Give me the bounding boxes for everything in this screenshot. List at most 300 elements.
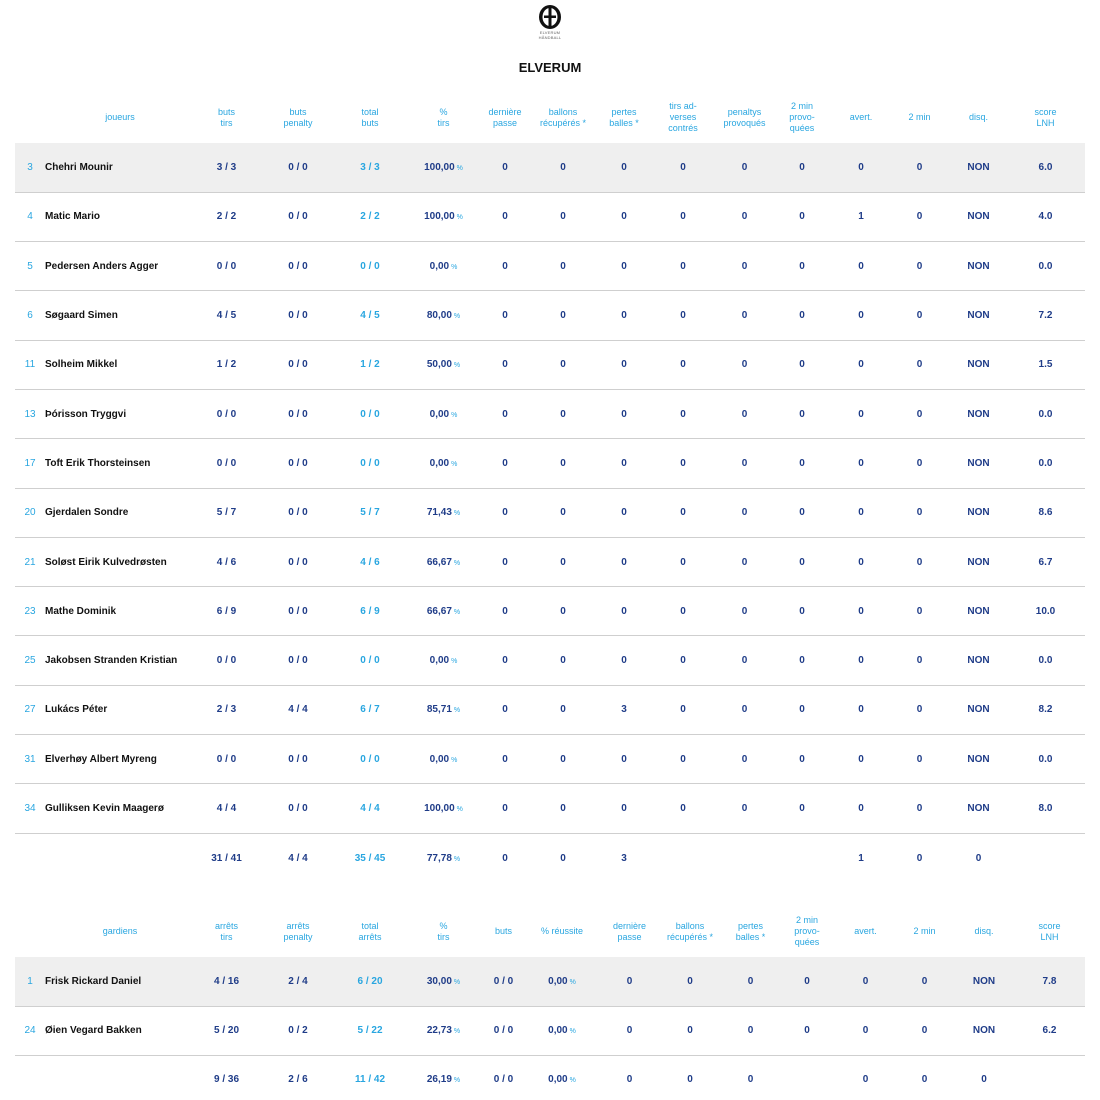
cell-min2: 0 <box>888 389 951 438</box>
cell-min2: 0 <box>888 291 951 340</box>
cell-disq: 0 <box>975 852 982 864</box>
cell-name: Søgaard Simen <box>45 291 195 340</box>
cell-pertes: 0 <box>601 192 647 241</box>
cell-min2: 0 <box>888 192 951 241</box>
cell-buts-tirs: 1 / 2 <box>195 340 258 389</box>
cell-pertes: 0 <box>601 143 647 192</box>
cell-ballons: 0 <box>525 488 601 537</box>
cell-num: 34 <box>15 784 45 833</box>
cell-ballons: 0 <box>525 784 601 833</box>
goalkeepers-header-6: % réussite <box>540 926 584 936</box>
cell-pct <box>402 1006 485 1055</box>
cell-derniere-passe: 0 <box>602 957 657 1006</box>
cell-derniere-passe: 0 <box>485 587 525 636</box>
cell-total-arrets: 5 / 22 <box>338 1006 402 1055</box>
cell-buts-penalty: 0 / 0 <box>258 340 338 389</box>
cell-penaltys: 0 <box>719 340 770 389</box>
cell-disq: NON <box>951 488 1006 537</box>
cell-pertes: 0 <box>601 389 647 438</box>
cell-derniere-passe: 0 <box>485 735 525 784</box>
cell-num <box>15 833 45 882</box>
logo-text-line2: HÅNDBALL <box>538 35 562 40</box>
percent-sign: % <box>453 1077 461 1085</box>
percent-value: 0,00 <box>429 655 450 667</box>
players-row <box>15 439 1085 488</box>
cell-arrets-tirs: 9 / 36 <box>213 1074 240 1086</box>
percent-value: 100,00 <box>424 803 455 814</box>
cell-min2-prov: 0 <box>770 735 834 784</box>
cell-disq: NON <box>951 439 1006 488</box>
cell-penaltys: 0 <box>719 143 770 192</box>
cell-penaltys: 0 <box>719 242 770 291</box>
cell-avert: 0 <box>862 1074 869 1086</box>
players-row <box>15 340 1085 389</box>
cell-num: 20 <box>15 488 45 537</box>
cell-tirs-contres: 0 <box>647 784 719 833</box>
cell-buts-tirs: 3 / 3 <box>195 143 258 192</box>
goalkeepers-header-10: 2 min provo- quées <box>794 915 820 947</box>
players-header-14: score LNH <box>1034 106 1057 128</box>
percent-value: 85,71 <box>426 704 452 716</box>
cell-buts-penalty: 0 / 0 <box>258 143 338 192</box>
cell-pct <box>402 340 485 389</box>
players-row <box>15 685 1085 734</box>
cell-penaltys: 0 <box>719 291 770 340</box>
cell-ballons: 0 <box>525 389 601 438</box>
players-header-6: ballons récupérés * <box>539 106 587 128</box>
cell-min2-prov: 0 <box>770 291 834 340</box>
cell-buts-penalty: 0 / 0 <box>258 389 338 438</box>
cell-ballons: 0 <box>525 439 601 488</box>
cell-buts: 0 / 0 <box>485 1006 522 1055</box>
cell-name <box>45 1055 195 1100</box>
cell-tirs-contres: 0 <box>647 537 719 586</box>
percent-sign: % <box>453 559 461 567</box>
cell-arrets-penalty: 2 / 6 <box>288 1074 308 1086</box>
cell-pct <box>402 192 485 241</box>
players-row <box>15 784 1085 833</box>
cell-tirs-contres: 0 <box>647 636 719 685</box>
cell-num: 27 <box>15 685 45 734</box>
cell-ballons: 0 <box>525 685 601 734</box>
percent-sign: % <box>453 855 461 863</box>
cell-min2: 0 <box>888 636 951 685</box>
cell-min2: 0 <box>888 587 951 636</box>
cell-min2: 0 <box>895 1006 954 1055</box>
cell-ballons: 0 <box>525 340 601 389</box>
cell-num: 6 <box>15 291 45 340</box>
cell-num: 25 <box>15 636 45 685</box>
cell-buts-penalty: 0 / 0 <box>258 784 338 833</box>
cell-pct <box>402 1055 485 1100</box>
percent-sign: % <box>453 707 461 715</box>
cell-avert: 0 <box>834 587 888 636</box>
cell-disq: NON <box>951 389 1006 438</box>
cell-derniere-passe: 0 <box>485 192 525 241</box>
cell-avert: 0 <box>834 537 888 586</box>
players-row <box>15 143 1085 192</box>
cell-total-buts: 2 / 2 <box>338 192 402 241</box>
cell-reussite <box>522 1055 602 1100</box>
goalkeepers-header-4: % tirs <box>437 920 450 942</box>
cell-min2-prov: 0 <box>770 340 834 389</box>
cell-num: 11 <box>15 340 45 389</box>
cell-tirs-contres: 0 <box>647 389 719 438</box>
cell-min2: 0 <box>888 685 951 734</box>
cell-disq: NON <box>951 636 1006 685</box>
cell-pertes: 3 <box>601 685 647 734</box>
cell-ballons: 0 <box>525 587 601 636</box>
cell-pct <box>402 833 485 882</box>
players-header-12: 2 min <box>908 112 931 122</box>
cell-num: 4 <box>15 192 45 241</box>
cell-penaltys: 0 <box>719 685 770 734</box>
players-row <box>15 488 1085 537</box>
cell-score: 6.2 <box>1014 1006 1085 1055</box>
cell-pct <box>402 784 485 833</box>
cell-derniere-passe: 0 <box>485 340 525 389</box>
cell-min2: 0 <box>916 852 923 864</box>
cell-min2: 0 <box>888 242 951 291</box>
cell-ballons: 0 <box>525 242 601 291</box>
cell-derniere-passe: 0 <box>485 784 525 833</box>
cell-min2-prov <box>778 1055 836 1100</box>
cell-buts-tirs: 5 / 7 <box>195 488 258 537</box>
cell-min2-prov: 0 <box>778 1006 836 1055</box>
cell-derniere-passe: 0 <box>485 291 525 340</box>
percent-value: 66,67 <box>426 605 452 617</box>
percent-sign: % <box>456 806 463 813</box>
goalkeepers-header-3: total arrêts <box>358 920 382 942</box>
cell-min2-prov: 0 <box>770 685 834 734</box>
cell-pct <box>402 587 485 636</box>
cell-derniere-passe: 0 <box>485 439 525 488</box>
players-header-0: joueurs <box>105 112 135 122</box>
cell-total-buts: 0 / 0 <box>338 735 402 784</box>
cell-score: 0.0 <box>1006 439 1085 488</box>
cell-penaltys: 0 <box>719 192 770 241</box>
cell-pertes: 0 <box>723 1006 778 1055</box>
goalkeepers-header-9: pertes balles * <box>735 920 766 942</box>
cell-min2-prov: 0 <box>770 587 834 636</box>
cell-score: 8.6 <box>1006 488 1085 537</box>
cell-score: 1.5 <box>1006 340 1085 389</box>
percent-value: 0,00 <box>548 1025 568 1036</box>
players-table <box>15 92 1085 882</box>
players-header-8: tirs ad- verses contrés <box>668 101 698 133</box>
cell-min2: 0 <box>888 488 951 537</box>
cell-score: 0.0 <box>1006 242 1085 291</box>
cell-avert: 1 <box>834 192 888 241</box>
cell-min2-prov: 0 <box>778 957 836 1006</box>
cell-avert: 0 <box>834 143 888 192</box>
cell-ballons: 0 <box>525 192 601 241</box>
cell-derniere-passe: 0 <box>485 636 525 685</box>
cell-avert: 0 <box>834 636 888 685</box>
cell-buts-tirs: 2 / 3 <box>195 685 258 734</box>
cell-buts-penalty: 4 / 4 <box>258 685 338 734</box>
cell-num: 13 <box>15 389 45 438</box>
cell-pct <box>402 242 485 291</box>
cell-buts-penalty: 0 / 0 <box>258 242 338 291</box>
cell-total-buts: 0 / 0 <box>338 636 402 685</box>
players-row <box>15 636 1085 685</box>
cell-derniere-passe: 0 <box>485 389 525 438</box>
percent-value: 0,00 <box>429 457 450 469</box>
cell-min2-prov: 0 <box>770 143 834 192</box>
cell-arrets-tirs: 5 / 20 <box>195 1006 258 1055</box>
cell-pct <box>402 636 485 685</box>
cell-buts-penalty: 0 / 0 <box>258 636 338 685</box>
goalkeepers-header-2: arrêts penalty <box>283 920 313 942</box>
players-header-3: total buts <box>361 106 379 128</box>
cell-total-buts: 4 / 6 <box>338 537 402 586</box>
percent-value: 71,43 <box>426 507 452 519</box>
cell-tirs-contres: 0 <box>647 685 719 734</box>
cell-derniere-passe: 0 <box>485 242 525 291</box>
cell-buts-tirs: 0 / 0 <box>195 242 258 291</box>
cell-disq: NON <box>951 242 1006 291</box>
cell-derniere-passe: 0 <box>485 143 525 192</box>
cell-pertes: 3 <box>621 852 627 864</box>
cell-ballons: 0 <box>525 636 601 685</box>
cell-penaltys: 0 <box>719 488 770 537</box>
cell-disq: NON <box>951 291 1006 340</box>
cell-avert: 0 <box>834 784 888 833</box>
cell-ballons: 0 <box>657 957 723 1006</box>
percent-value: 80,00 <box>426 310 452 322</box>
team-title: ELVERUM <box>518 60 582 75</box>
players-header-4: % tirs <box>437 106 450 128</box>
players-row <box>15 735 1085 784</box>
players-row <box>15 291 1085 340</box>
cell-derniere-passe: 0 <box>502 852 508 864</box>
cell-ballons: 0 <box>657 1006 723 1055</box>
cell-min2-prov: 0 <box>770 784 834 833</box>
cell-derniere-passe: 0 <box>485 537 525 586</box>
cell-ballons: 0 <box>525 143 601 192</box>
cell-buts-penalty: 0 / 0 <box>258 587 338 636</box>
cell-penaltys: 0 <box>719 636 770 685</box>
cell-disq: NON <box>951 143 1006 192</box>
cell-buts-penalty: 0 / 0 <box>258 488 338 537</box>
cell-total-buts: 4 / 4 <box>338 784 402 833</box>
percent-sign: % <box>451 411 458 419</box>
goalkeepers-header-11: avert. <box>854 926 877 936</box>
percent-value: 100,00 <box>424 161 455 173</box>
players-header-7: pertes balles * <box>609 106 639 128</box>
cell-name: Frisk Rickard Daniel <box>45 957 195 1006</box>
cell-avert: 0 <box>834 488 888 537</box>
cell-min2-prov: 0 <box>770 389 834 438</box>
cell-avert: 0 <box>836 957 895 1006</box>
cell-disq: NON <box>951 685 1006 734</box>
players-row <box>15 537 1085 586</box>
goalkeepers-header-7: dernière passe <box>612 920 647 942</box>
cell-avert: 1 <box>858 852 864 864</box>
cell-num: 1 <box>15 957 45 1006</box>
cell-buts-penalty: 4 / 4 <box>288 852 308 864</box>
cell-buts-tirs: 4 / 5 <box>195 291 258 340</box>
cell-num: 31 <box>15 735 45 784</box>
percent-sign: % <box>456 214 463 222</box>
percent-sign: % <box>451 263 458 271</box>
cell-name: Mathe Dominik <box>45 587 195 636</box>
cell-name: Pedersen Anders Agger <box>45 242 195 291</box>
cell-derniere-passe: 0 <box>602 1006 657 1055</box>
cell-min2-prov: 0 <box>770 537 834 586</box>
cell-ballons: 0 <box>525 537 601 586</box>
cell-pertes: 0 <box>601 488 647 537</box>
cell-score: 0.0 <box>1006 735 1085 784</box>
cell-total-buts: 35 / 45 <box>354 852 386 864</box>
percent-sign: % <box>569 978 576 986</box>
cell-buts-tirs: 2 / 2 <box>195 192 258 241</box>
percent-value: 77,78 <box>426 852 452 864</box>
cell-name: Soløst Eirik Kulvedrøsten <box>45 537 195 586</box>
cell-total-buts: 4 / 5 <box>338 291 402 340</box>
goalkeepers-header-14: score LNH <box>1038 920 1061 942</box>
cell-name: Gjerdalen Sondre <box>45 488 195 537</box>
cell-tirs-contres: 0 <box>647 143 719 192</box>
players-header-11: avert. <box>849 112 873 122</box>
cell-pertes: 0 <box>601 587 647 636</box>
cell-pertes: 0 <box>601 636 647 685</box>
cell-score: 6.0 <box>1006 143 1085 192</box>
percent-value: 50,00 <box>426 359 452 371</box>
cell-avert: 0 <box>834 340 888 389</box>
cell-min2: 0 <box>888 340 951 389</box>
goalkeepers-header-12: 2 min <box>913 926 936 936</box>
cell-score: 10.0 <box>1006 587 1085 636</box>
cell-total-buts: 3 / 3 <box>338 143 402 192</box>
cell-disq: NON <box>951 537 1006 586</box>
cell-total-buts: 0 / 0 <box>338 389 402 438</box>
cell-arrets-tirs: 4 / 16 <box>195 957 258 1006</box>
cell-total-buts: 0 / 0 <box>338 439 402 488</box>
goalkeepers-header-13: disq. <box>974 926 994 936</box>
players-row <box>15 242 1085 291</box>
cell-tirs-contres: 0 <box>647 242 719 291</box>
percent-sign: % <box>453 362 461 370</box>
goalkeepers-header-0: gardiens <box>102 926 138 936</box>
goalkeepers-row <box>15 957 1085 1006</box>
cell-pct <box>402 957 485 1006</box>
cell-total-arrets: 6 / 20 <box>338 957 402 1006</box>
cell-buts-tirs: 31 / 41 <box>211 852 242 864</box>
cell-pct <box>402 537 485 586</box>
cell-penaltys: 0 <box>719 735 770 784</box>
players-row <box>15 389 1085 438</box>
cell-min2-prov: 0 <box>770 192 834 241</box>
cell-pct <box>402 143 485 192</box>
cell-num: 21 <box>15 537 45 586</box>
cell-penaltys: 0 <box>719 439 770 488</box>
cell-arrets-penalty: 0 / 2 <box>258 1006 338 1055</box>
cell-score: 7.2 <box>1006 291 1085 340</box>
cell-name: Elverhøy Albert Myreng <box>45 735 195 784</box>
cell-pct <box>402 735 485 784</box>
cell-pertes: 0 <box>723 957 778 1006</box>
percent-sign: % <box>569 1028 576 1035</box>
cell-pct <box>402 439 485 488</box>
handball-crest-icon <box>537 4 563 30</box>
cell-pertes: 0 <box>601 735 647 784</box>
cell-buts-tirs: 0 / 0 <box>195 735 258 784</box>
percent-sign: % <box>453 608 461 616</box>
cell-total-buts: 1 / 2 <box>338 340 402 389</box>
cell-num: 24 <box>15 1006 45 1055</box>
cell-tirs-contres: 0 <box>647 488 719 537</box>
percent-sign: % <box>451 658 458 666</box>
percent-value: 0,00 <box>548 1074 568 1086</box>
cell-pertes: 0 <box>601 291 647 340</box>
cell-reussite <box>522 957 602 1006</box>
cell-disq: NON <box>951 587 1006 636</box>
cell-avert: 0 <box>834 735 888 784</box>
cell-disq: NON <box>951 735 1006 784</box>
cell-pct <box>402 488 485 537</box>
cell-name: Jakobsen Stranden Kristian <box>45 636 195 685</box>
percent-value: 0,00 <box>548 975 568 987</box>
cell-score: 8.2 <box>1006 685 1085 734</box>
percent-value: 0,00 <box>429 260 450 272</box>
cell-disq: NON <box>954 1006 1014 1055</box>
cell-name: Gulliksen Kevin Maagerø <box>45 784 195 833</box>
cell-min2: 0 <box>888 784 951 833</box>
players-header-9: penaltys provoqués <box>723 106 766 128</box>
percent-sign: % <box>569 1077 576 1085</box>
players-row <box>15 192 1085 241</box>
cell-score <box>1006 833 1085 882</box>
cell-derniere-passe: 0 <box>626 1074 633 1086</box>
cell-buts-tirs: 0 / 0 <box>195 439 258 488</box>
cell-score: 0.0 <box>1006 389 1085 438</box>
cell-min2-prov <box>770 833 834 882</box>
percent-sign: % <box>453 978 461 986</box>
cell-name: Matic Mario <box>45 192 195 241</box>
cell-pct <box>402 685 485 734</box>
players-header-number <box>15 92 45 143</box>
cell-penaltys: 0 <box>719 537 770 586</box>
percent-value: 66,67 <box>426 556 452 568</box>
cell-total-arrets: 11 / 42 <box>354 1074 386 1086</box>
cell-num: 23 <box>15 587 45 636</box>
cell-tirs-contres <box>647 833 719 882</box>
cell-pertes: 0 <box>601 242 647 291</box>
cell-derniere-passe: 0 <box>485 685 525 734</box>
cell-name: Þórisson Tryggvi <box>45 389 195 438</box>
cell-pertes: 0 <box>747 1074 754 1086</box>
cell-penaltys <box>719 833 770 882</box>
cell-tirs-contres: 0 <box>647 340 719 389</box>
players-header-2: buts penalty <box>283 106 313 128</box>
goalkeepers-table <box>15 906 1085 1100</box>
cell-avert: 0 <box>834 439 888 488</box>
cell-num: 17 <box>15 439 45 488</box>
cell-tirs-contres: 0 <box>647 291 719 340</box>
goalkeepers-header-number <box>15 906 45 957</box>
cell-reussite <box>522 1006 602 1055</box>
cell-score: 4.0 <box>1006 192 1085 241</box>
cell-name <box>45 833 195 882</box>
cell-pertes: 0 <box>601 537 647 586</box>
cell-name: Chehri Mounir <box>45 143 195 192</box>
cell-total-buts: 5 / 7 <box>338 488 402 537</box>
cell-buts-tirs: 4 / 6 <box>195 537 258 586</box>
cell-avert: 0 <box>834 389 888 438</box>
players-header-10: 2 min provo- quées <box>789 101 815 133</box>
